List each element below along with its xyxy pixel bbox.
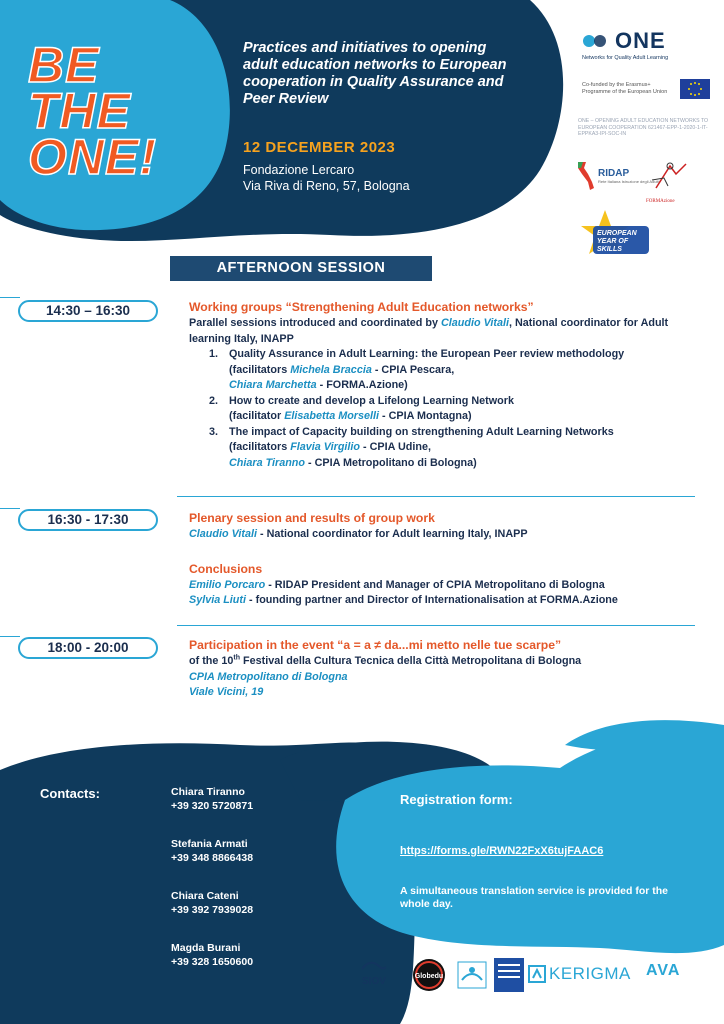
- slogan-line: BE: [28, 37, 100, 93]
- eu-flag-icon: [680, 79, 710, 99]
- eu-cofunded-text: Co-funded by the Erasmus+ Programme of the European Union: [582, 82, 668, 95]
- speaker-name: Claudio Vitali: [189, 528, 257, 540]
- venue-name: Fondazione Lercaro: [243, 163, 355, 177]
- one-brand-text: ONE: [615, 28, 666, 53]
- festival-text: Festival della Cultura Tecnica della Città Metropolitana di Bologna: [240, 655, 582, 667]
- festival-sup: th: [233, 654, 241, 662]
- intro-text: , National coordinator for Adult learning Italy, INAPP: [189, 317, 669, 345]
- dragonfly-icon: [456, 958, 488, 990]
- project-reference: ONE – OPENING ADULT EDUCATION NETWORKS TO EUROPEAN COOPERATION 621467-EPP-1-2020-1-IT-EPPKA3-IPI-SOC-IN: [578, 118, 709, 137]
- separator-line: [177, 625, 695, 626]
- slot-3-content: [189, 637, 709, 701]
- slot-2-content: [189, 510, 709, 609]
- contact-name: Chiara Cateni: [171, 890, 239, 902]
- separator-line: [177, 496, 695, 497]
- facilitator-name: Michela Braccia: [290, 363, 372, 376]
- kerigma-text: KERIGMA: [549, 964, 631, 983]
- time-slot-2: 16:30 - 17:30: [18, 509, 158, 531]
- list-number: 2.: [209, 394, 219, 407]
- siov-text: SIOV: [362, 976, 386, 987]
- conclusions-heading: Conclusions: [189, 561, 263, 576]
- speaker-name: Emilio Porcaro: [189, 578, 266, 591]
- event-title: Practices and initiatives to opening adult education networks to European cooperation in Quality Assurance and Peer Review: [243, 40, 507, 107]
- ridap-subtext: Rete Italiana Istruzione degli Adulti: [598, 179, 660, 184]
- group-subtitle: : the European Peer review methodology: [414, 348, 625, 360]
- speaker-role: - RIDAP President and Manager of CPIA Metropolitano di Bologna: [265, 578, 605, 591]
- registration-label: Registration form:: [400, 792, 513, 807]
- eys-text: EUROPEAN YEAR OF SKILLS: [597, 230, 637, 253]
- facilitator-org: - CPIA Udine,: [360, 441, 431, 453]
- separator-line: [0, 508, 20, 509]
- slot-2-heading: Plenary session and results of group work: [189, 511, 435, 525]
- contact-entry: [171, 942, 253, 969]
- contact-phone[interactable]: +39 320 5720871: [171, 799, 254, 812]
- speaker-role: - founding partner and Director of Internationalisation at FORMA.Azione: [246, 594, 618, 606]
- eu-cofunded-logo: [582, 79, 710, 99]
- ava-logo: [646, 962, 680, 980]
- contact-entry: [171, 890, 253, 917]
- list-item: [209, 347, 709, 394]
- ridap-text: RIDAP: [598, 168, 630, 179]
- intro-text: Parallel sessions introduced and coordinated by: [189, 317, 441, 329]
- speaker-name: Sylvia Liuti: [189, 594, 246, 606]
- contact-name: Chiara Tiranno: [171, 786, 245, 798]
- facilitator-org: - CPIA Metropolitano di Bologna): [305, 456, 477, 469]
- slot-1-content: [189, 299, 709, 471]
- facilitator-name: Elisabetta Morselli: [284, 410, 380, 422]
- session-title: AFTERNOON SESSION: [170, 256, 432, 281]
- partner-logo-association: [494, 958, 524, 997]
- group-title: The impact of Capacity building on strengthening Adult Learning Networks: [229, 425, 614, 438]
- ava-text: AVA: [646, 962, 681, 979]
- facilitator-org: - CPIA Pescara,: [371, 363, 455, 376]
- slogan-line: THE: [28, 83, 131, 139]
- facilitator-name: Chiara Tiranno: [229, 456, 305, 469]
- contact-name: Stefania Armati: [171, 838, 248, 850]
- contact-phone[interactable]: +39 392 7939028: [171, 903, 254, 916]
- contact-entry: [171, 838, 253, 865]
- forma-azione-logo: [646, 160, 710, 204]
- group-title: Quality Assurance in Adult Learning: [229, 348, 415, 360]
- kerigma-logo: [528, 964, 631, 984]
- european-year-of-skills-logo: [575, 208, 655, 264]
- kerigma-icon: [528, 965, 546, 983]
- time-slot-3: 18:00 - 20:00: [18, 637, 158, 659]
- facilitator-name: Flavia Virgilio: [290, 441, 361, 453]
- forma-text: FORMAzione: [646, 199, 675, 204]
- venue: [243, 162, 410, 194]
- one-project-logo: [582, 28, 668, 61]
- facilitator-org: - FORMA.Azione): [316, 379, 408, 391]
- partner-logos: [360, 958, 720, 998]
- festival-text: of the 10: [189, 655, 234, 667]
- globedu-text: Globedu: [414, 973, 444, 980]
- siov-wave-icon: [362, 961, 386, 971]
- separator-line: [0, 297, 20, 298]
- globedu-icon: [412, 958, 446, 992]
- festival-line: [189, 654, 709, 670]
- group-title: How to create and develop a Lifelong Learning Network: [229, 394, 514, 407]
- working-group-list: [209, 347, 709, 471]
- slot-1-intro: [189, 316, 709, 347]
- forma-figure-icon: [646, 160, 696, 192]
- globedu-logo: [412, 958, 446, 997]
- siov-logo: [362, 958, 386, 987]
- coordinator-name: Claudio Vitali: [441, 317, 509, 329]
- registration-link[interactable]: https://forms.gle/RWN22FxX6tujFAAC6: [400, 845, 604, 857]
- list-number: 3.: [209, 425, 219, 438]
- facilitator-name: Chiara Marchetta: [229, 379, 317, 391]
- contact-entry: [171, 786, 253, 813]
- contact-phone[interactable]: +39 348 8866438: [171, 851, 254, 864]
- slogan-line: ONE!: [28, 129, 157, 185]
- one-logo-icon: [582, 32, 612, 50]
- list-item: [209, 394, 709, 425]
- speaker-role: - National coordinator for Adult learning Italy, INAPP: [257, 528, 528, 540]
- partner-logo-dragonfly: [456, 958, 488, 995]
- event-date: 12 DECEMBER 2023: [243, 139, 396, 156]
- be-the-one-slogan: [28, 37, 228, 185]
- venue-address: Via Riva di Reno, 57, Bologna: [243, 179, 410, 193]
- facilitator-label: (facilitator: [229, 410, 285, 422]
- list-number: 1.: [209, 348, 219, 360]
- italy-map-icon: [574, 160, 596, 192]
- list-item: [209, 425, 709, 472]
- contact-name: Magda Burani: [171, 942, 241, 954]
- time-slot-1: 14:30 – 16:30: [18, 300, 158, 322]
- slot-3-heading: Participation in the event “a = a ≠ da...mi metto nelle tue scarpe”: [189, 638, 562, 652]
- event-address: Viale Vicini, 19: [189, 686, 264, 698]
- one-tagline: Networks for Quality Adult Learning: [582, 55, 669, 61]
- separator-line: [0, 636, 20, 637]
- translation-note: A simultaneous translation service is provided for the whole day.: [400, 885, 669, 910]
- event-place: CPIA Metropolitano di Bologna: [189, 670, 348, 683]
- contact-phone[interactable]: +39 328 1650600: [171, 955, 254, 968]
- facilitator-org: - CPIA Montagna): [379, 410, 472, 422]
- contacts-label: Contacts:: [40, 786, 100, 801]
- slot-1-heading: Working groups “Strengthening Adult Education networks”: [189, 300, 534, 314]
- association-badge-icon: [494, 958, 524, 992]
- facilitator-label: (facilitators: [229, 441, 291, 453]
- facilitator-label: (facilitators: [229, 363, 291, 376]
